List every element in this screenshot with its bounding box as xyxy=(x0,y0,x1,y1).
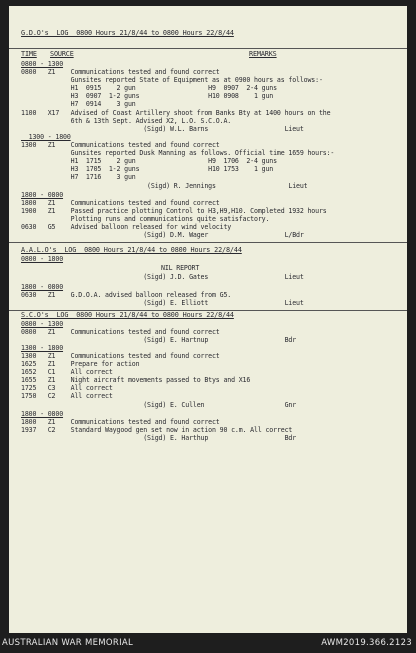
signature-line: (Sigd) E. Cullen Gnr xyxy=(21,401,297,409)
col-source: SOURCE xyxy=(50,50,74,58)
signature-line: (Sigd) J.D. Gates Lieut xyxy=(21,273,304,281)
period-heading: 1800 - 0800 xyxy=(21,191,64,199)
period-heading: 0800 - 1800 xyxy=(21,255,64,263)
log-line: 0800 Z1 Communications tested and found correct xyxy=(21,68,220,76)
aalo-log-title: A.A.L.O's LOG 0800 Hours 21/8/44 to 0800 Hours 22/8/44 xyxy=(21,246,242,254)
log-line: 1625 Z1 Prepare for action xyxy=(21,360,140,368)
log-line: 1300 Z1 Communications tested and found correct xyxy=(21,352,220,360)
period-heading: 1800 - 0800 xyxy=(21,410,64,418)
log-line: H7 1716 3 gun xyxy=(21,173,136,181)
gdo-log-title: G.D.O's LOG 0800 Hours 21/8/44 to 0800 Hours 22/8/44 xyxy=(21,29,234,37)
log-line: Gunsites reported State of Equipment as at 0900 hours as follows:- xyxy=(21,76,323,84)
nil-report: NIL REPORT xyxy=(161,264,200,272)
log-line: 1652 C1 All correct xyxy=(21,368,113,376)
log-line: 1800 Z1 Communications tested and found correct xyxy=(21,418,220,426)
period-heading: 0800 - 1300 xyxy=(21,320,64,328)
log-line: 1937 C2 Standard Waygood gen set now in action 90 c.m. All correct xyxy=(21,426,293,434)
col-time: TIME xyxy=(21,50,37,58)
log-line: 0800 Z1 Communications tested and found correct xyxy=(21,328,220,336)
log-line: 1725 C3 All correct xyxy=(21,384,113,392)
signature-line: (Sigd) E. Elliott Lieut xyxy=(21,299,304,307)
log-line: 1800 Z1 Communications tested and found correct xyxy=(21,199,220,207)
log-line: 1300 Z1 Communications tested and found correct xyxy=(21,141,220,149)
log-line: 1750 C2 All correct xyxy=(21,392,113,400)
log-line: H1 0915 2 gun H9 0907 2-4 guns xyxy=(21,84,277,92)
log-line: H7 0914 3 gun xyxy=(21,100,136,108)
log-line: 1655 Z1 Night aircraft movements passed to Btys and X16 xyxy=(21,376,251,384)
log-line: 0630 G5 Advised balloon released for wind velocity xyxy=(21,223,232,231)
period-heading: 1300 - 1800 xyxy=(21,133,71,141)
log-line: 1100 X17 Advised of Coast Artillery shoot from Banks Bty at 1400 hours on the xyxy=(21,109,331,117)
log-line: 6th & 13th Sept. Advised X2, L.O. S.C.O.A. xyxy=(21,117,232,125)
signature-line: (Sigd) W.L. Barns Lieut xyxy=(21,125,304,133)
log-line: 0630 Z1 G.D.O.A. advised balloon released from G5. xyxy=(21,291,232,299)
signature-line: (Sigd) D.M. Wager L/Bdr xyxy=(21,231,304,239)
col-remarks: REMARKS xyxy=(249,50,277,58)
divider xyxy=(9,242,407,243)
log-line: Plotting runs and communications quite satisfactory. xyxy=(21,215,270,223)
period-heading: 1800 - 0800 xyxy=(21,283,64,291)
log-page xyxy=(9,6,407,633)
log-line: 1900 Z1 Passed practice plotting Control to H3,H9,H10. Completed 1932 hours xyxy=(21,207,327,215)
sco-log-title: S.C.O's LOG 0800 Hours 21/8/44 to 0800 Hours 22/8/44 xyxy=(21,311,234,319)
log-line: Gunsites reported Dusk Manning as follows. Official time 1659 hours:- xyxy=(21,149,335,157)
archive-credit: AUSTRALIAN WAR MEMORIAL xyxy=(2,638,134,648)
signature-line: (Sigd) R. Jennings Lieut xyxy=(21,182,308,190)
signature-line: (Sigd) E. Hartnup Bdr xyxy=(21,336,297,344)
archive-id: AWM2019.366.2123 xyxy=(321,638,412,648)
log-line: H1 1715 2 gun H9 1706 2-4 guns xyxy=(21,157,277,165)
log-line: H3 1705 1-2 guns H10 1753 1 gun xyxy=(21,165,274,173)
log-line: H3 0907 1-2 guns H10 0908 1 gun xyxy=(21,92,274,100)
period-heading: 0800 - 1300 xyxy=(21,60,64,68)
period-heading: 1300 - 1800 xyxy=(21,344,64,352)
signature-line: (Sigd) E. Harthup Bdr xyxy=(21,434,297,442)
divider xyxy=(9,48,407,49)
